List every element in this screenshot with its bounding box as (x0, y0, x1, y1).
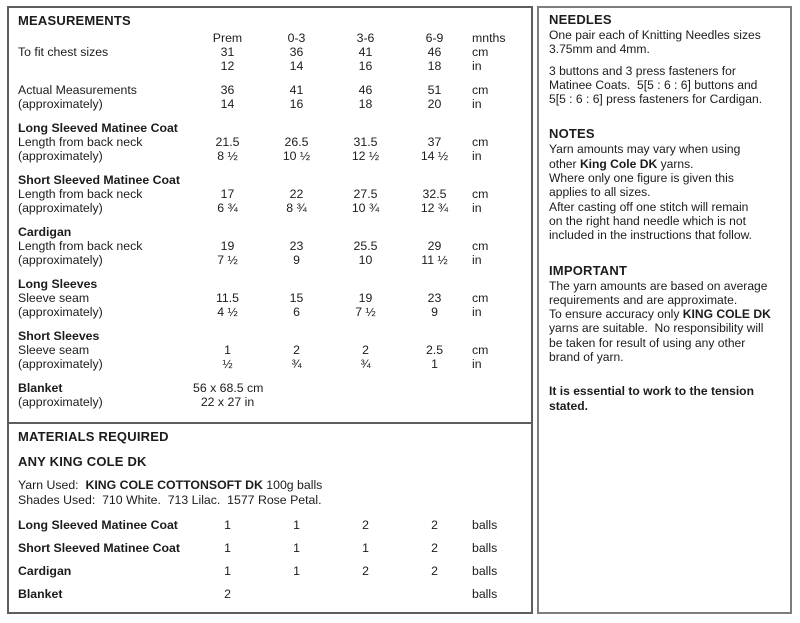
group-actual-measurements (18, 83, 522, 111)
row-label: (approximately) (18, 395, 103, 409)
row-label: (approximately) (18, 97, 103, 111)
row-label: Blanket (18, 586, 63, 601)
value-prem: 11.5 (215, 291, 240, 305)
important-text-part: To ensure accuracy only (549, 307, 683, 322)
unit-label: cm (472, 45, 489, 59)
yarn-info (18, 478, 522, 507)
size-col-0-3: 0-3 (287, 31, 306, 45)
unit-label: in (472, 253, 482, 267)
row-label: Length from back neck (18, 187, 143, 201)
balls-0-3: 1 (293, 540, 300, 555)
important-text-line: be taken for result of using any other (549, 335, 746, 350)
brand-name: King Cole DK (579, 156, 658, 171)
size-col-6-9: 6-9 (425, 31, 444, 45)
group-heading: Blanket (18, 381, 63, 395)
group-heading: Short Sleeves (18, 329, 100, 343)
row-label: (approximately) (18, 305, 103, 319)
measurement-row (18, 135, 522, 149)
unit-label: cm (472, 239, 489, 253)
group-chest-sizes (18, 45, 522, 73)
measurement-row (18, 343, 522, 357)
unit-label: balls (472, 586, 498, 601)
balls-prem: 1 (224, 517, 231, 532)
needles-text-line: One pair each of Knitting Needles sizes (549, 28, 761, 42)
value-prem: ½ (222, 357, 233, 371)
value-6-9: 32.5 (422, 187, 447, 201)
row-label: Sleeve seam (18, 291, 90, 305)
yarn-used-name: KING COLE COTTONSOFT DK (85, 478, 263, 492)
group-heading-row (18, 173, 522, 187)
unit-label: in (472, 59, 482, 73)
notes-text-line: After casting off one stitch will remain (549, 199, 749, 214)
notes-text-line: included in the instructions that follow. (549, 228, 753, 243)
measurement-row (18, 381, 522, 395)
measurement-row (18, 357, 522, 371)
unit-label: in (472, 97, 482, 111)
group-long-sleeved-matinee-coat (18, 121, 522, 163)
row-label: (approximately) (18, 253, 103, 267)
value-3-6: 10 ¾ (351, 201, 380, 215)
important-text-line: requirements and are approximate. (549, 292, 738, 307)
measurement-row (18, 59, 522, 73)
value-3-6: 46 (358, 83, 373, 97)
needles-text-line: 3.75mm and 4mm. (549, 42, 650, 57)
value-0-3: 9 (293, 253, 300, 267)
value-3-6: 18 (358, 97, 373, 111)
row-label: (approximately) (18, 201, 103, 215)
value-prem: 6 ¾ (217, 201, 238, 215)
value-6-9: 9 (431, 305, 438, 319)
value-prem: 12 (220, 59, 235, 73)
value-6-9: 11 ½ (421, 253, 448, 267)
row-label: To fit chest sizes (18, 45, 109, 59)
value-3-6: 41 (358, 45, 373, 59)
measurement-row (18, 83, 522, 97)
measurement-row (18, 291, 522, 305)
important-text-line: brand of yarn. (549, 350, 624, 365)
balls-6-9: 2 (431, 517, 438, 532)
notes-text-line: on the right hand needle which is not (549, 213, 746, 228)
needles-heading: NEEDLES (549, 12, 612, 27)
materials-panel (7, 424, 533, 614)
value-0-3: 2 (293, 343, 300, 357)
needles-text-line: 3 buttons and 3 press fasteners for (549, 63, 736, 78)
unit-col-header: mnths (472, 31, 506, 45)
value-0-3: 26.5 (284, 135, 309, 149)
balls-0-3: 1 (293, 563, 300, 578)
value-0-3: 14 (289, 59, 304, 73)
unit-label: in (472, 357, 482, 371)
value-6-9: 46 (427, 45, 442, 59)
size-header-row (18, 31, 522, 45)
unit-label: balls (472, 563, 498, 578)
group-heading: Short Sleeved Matinee Coat (18, 173, 180, 187)
value-6-9: 18 (427, 59, 442, 73)
value-0-3: 41 (289, 83, 304, 97)
balls-prem: 1 (224, 540, 231, 555)
materials-row (18, 559, 522, 582)
value-prem: 8 ½ (217, 149, 238, 163)
value-6-9: 1 (431, 357, 438, 371)
group-short-sleeved-matinee-coat (18, 173, 522, 215)
value-3-6: 27.5 (353, 187, 378, 201)
notes-text-part: yarns. (657, 156, 694, 171)
size-col-prem: Prem (212, 31, 243, 45)
blanket-size-in: 22 x 27 in (200, 395, 255, 409)
unit-label: balls (472, 517, 498, 532)
value-0-3: 10 ½ (282, 149, 311, 163)
measurement-row (18, 45, 522, 59)
notes-text-part: other (549, 156, 580, 171)
group-heading: Cardigan (18, 225, 72, 239)
materials-row (18, 582, 522, 605)
row-label: Length from back neck (18, 135, 143, 149)
measurement-row (18, 395, 522, 409)
row-label: Cardigan (18, 563, 72, 578)
measurement-row (18, 239, 522, 253)
group-heading: Long Sleeves (18, 277, 98, 291)
value-0-3: 22 (289, 187, 304, 201)
unit-label: cm (472, 291, 489, 305)
value-6-9: 51 (427, 83, 442, 97)
value-0-3: 16 (289, 97, 304, 111)
group-cardigan (18, 225, 522, 267)
important-text-line: The yarn amounts are based on average (549, 278, 768, 293)
value-6-9: 20 (427, 97, 442, 111)
notes-heading: NOTES (549, 126, 595, 142)
important-text-line (549, 307, 780, 321)
important-text-line: yarns are suitable. No responsibility will (549, 321, 764, 336)
row-label: Short Sleeved Matinee Coat (18, 540, 180, 555)
yarn-used-suffix: 100g balls (262, 478, 323, 492)
unit-label: in (472, 149, 482, 163)
value-prem: 19 (220, 239, 235, 253)
value-prem: 17 (220, 187, 235, 201)
measurements-panel (7, 6, 533, 424)
value-6-9: 12 ¾ (420, 201, 449, 215)
group-heading-row (18, 225, 522, 239)
value-3-6: 10 (358, 253, 373, 267)
row-label: Long Sleeved Matinee Coat (18, 517, 178, 532)
measurements-title: MEASUREMENTS (18, 13, 131, 28)
value-3-6: 31.5 (353, 135, 378, 149)
value-3-6: 19 (358, 291, 373, 305)
measurement-row (18, 253, 522, 267)
tension-statement-line: stated. (549, 398, 588, 413)
balls-0-3: 1 (293, 517, 300, 532)
measurement-row (18, 187, 522, 201)
value-prem: 31 (220, 45, 235, 59)
materials-row (18, 536, 522, 559)
value-6-9: 29 (427, 239, 442, 253)
important-heading: IMPORTANT (549, 262, 628, 278)
measurement-row (18, 149, 522, 163)
notes-text-line: applies to all sizes. (549, 185, 651, 200)
value-prem: 14 (220, 97, 235, 111)
value-0-3: 15 (289, 291, 304, 305)
info-panel (537, 6, 792, 614)
balls-6-9: 2 (431, 563, 438, 578)
brand-name: KING COLE DK (682, 307, 771, 322)
balls-3-6: 2 (362, 517, 369, 532)
notes-text-line (549, 157, 780, 171)
size-col-3-6: 3-6 (356, 31, 375, 45)
notes-text-line: Yarn amounts may vary when using (549, 142, 741, 157)
needles-text-line: Matinee Coats. 5[5 : 6 : 6] buttons and (549, 77, 758, 92)
value-3-6: 2 (362, 343, 369, 357)
row-label: (approximately) (18, 357, 103, 371)
group-heading-row (18, 329, 522, 343)
row-label: Actual Measurements (18, 83, 137, 97)
unit-label: cm (472, 187, 489, 201)
materials-title: MATERIALS REQUIRED (18, 429, 169, 444)
balls-3-6: 1 (362, 540, 369, 555)
value-6-9: 23 (427, 291, 442, 305)
value-6-9: 14 ½ (420, 149, 449, 163)
materials-table (18, 513, 522, 605)
group-heading-row (18, 121, 522, 135)
measurement-row (18, 201, 522, 215)
row-label: Sleeve seam (18, 343, 90, 357)
balls-prem: 2 (224, 586, 231, 601)
materials-subtitle: ANY KING COLE DK (18, 454, 147, 469)
value-3-6: 16 (358, 59, 373, 73)
unit-label: balls (472, 540, 498, 555)
value-prem: 36 (220, 83, 235, 97)
value-3-6: 7 ½ (355, 305, 376, 319)
value-3-6: ¾ (360, 357, 371, 371)
value-prem: 7 ½ (217, 253, 238, 267)
group-heading: Long Sleeved Matinee Coat (18, 121, 178, 135)
unit-label: cm (472, 343, 489, 357)
value-prem: 21.5 (215, 135, 240, 149)
group-heading-row (18, 277, 522, 291)
notes-text-line: Where only one figure is given this (549, 171, 734, 186)
group-long-sleeves (18, 277, 522, 319)
unit-label: in (472, 305, 482, 319)
group-blanket (18, 381, 522, 409)
unit-label: in (472, 201, 482, 215)
value-0-3: 6 (293, 305, 300, 319)
balls-prem: 1 (224, 563, 231, 578)
tension-statement-line: It is essential to work to the tension (549, 384, 754, 399)
balls-6-9: 2 (431, 540, 438, 555)
group-short-sleeves (18, 329, 522, 371)
value-0-3: 36 (289, 45, 304, 59)
yarn-used-label: Yarn Used: (18, 478, 86, 492)
row-label: Length from back neck (18, 239, 143, 253)
blanket-size-cm: 56 x 68.5 cm (193, 381, 264, 395)
unit-label: cm (472, 135, 489, 149)
value-6-9: 2.5 (425, 343, 444, 357)
measurements-table (18, 31, 522, 409)
value-6-9: 37 (427, 135, 442, 149)
value-prem: 1 (224, 343, 231, 357)
value-3-6: 25.5 (353, 239, 378, 253)
balls-3-6: 2 (362, 563, 369, 578)
shades-used-line: Shades Used: 710 White. 713 Lilac. 1577 Rose Petal. (18, 492, 322, 507)
materials-row (18, 513, 522, 536)
value-0-3: 23 (289, 239, 304, 253)
value-0-3: ¾ (291, 357, 302, 371)
measurement-row (18, 305, 522, 319)
needles-text-line: 5[5 : 6 : 6] press fasteners for Cardigan. (549, 92, 763, 107)
yarn-used-line (18, 478, 522, 493)
unit-label: cm (472, 83, 489, 97)
value-0-3: 8 ¾ (286, 201, 307, 215)
row-label: (approximately) (18, 149, 103, 163)
value-3-6: 12 ½ (351, 149, 380, 163)
measurement-row (18, 97, 522, 111)
value-prem: 4 ½ (217, 305, 238, 319)
